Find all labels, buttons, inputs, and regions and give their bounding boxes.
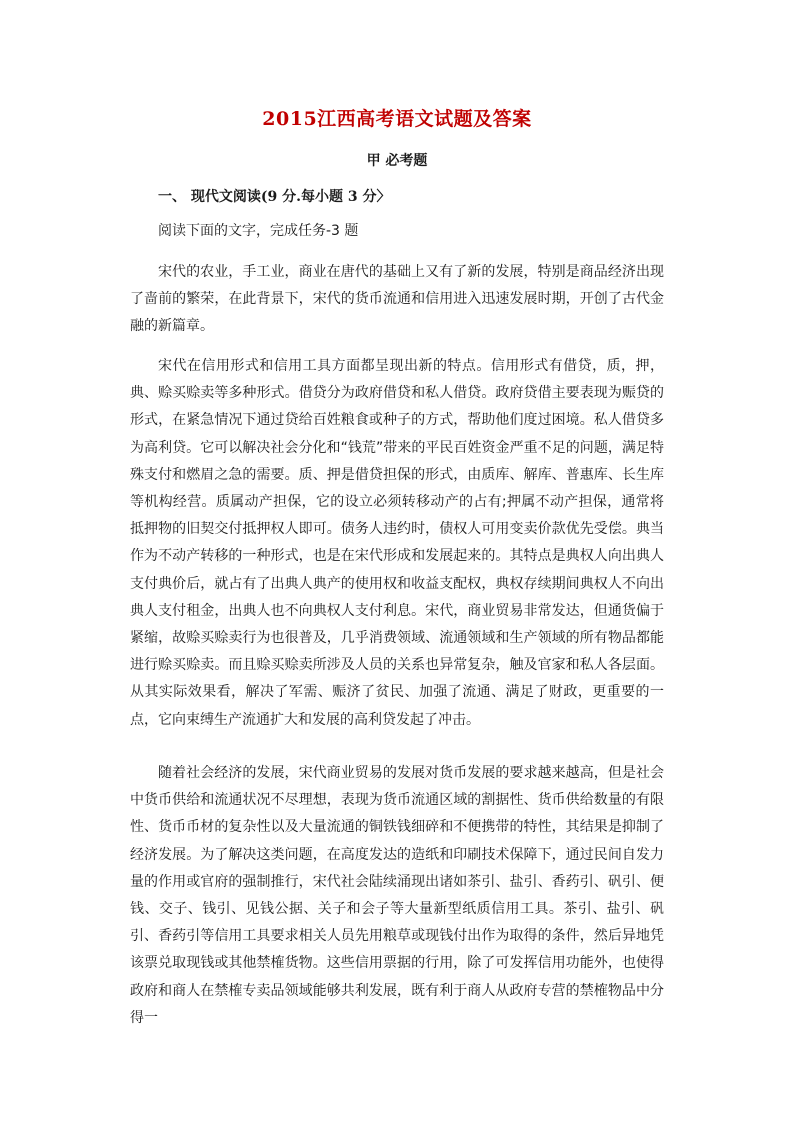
paragraph-1: 宋代的农业，手工业，商业在唐代的基础上又有了新的发展，特别是商品经济出现了啬前的繁荣，在此背景下，宋代的货币流通和信用进入迅速发展时期，开创了古代金融的新篇章。 (130, 264, 664, 335)
paragraph-2: 宋代在信用形式和信用工具方面都呈现出新的特点。信用形式有借贷，质，押，典、赊买赊卖等多种形式。借贷分为政府借贷和私人借贷。政府贷借主要表现为赈贷的形式，在紧急情况下通过贷给百姓粮食或种子的方式，帮助他们度过困境。私人借贷多为高利贷。它可以解决社会分化和“钱荒”带来的平民百姓资金严重不足的问题，满足特殊支付和燃眉之急的需要。质、押是借贷担保的形式，由质库、解库、普惠库、长生库等机构经营。质属动产担保，它的设立必须转移动产的占有;押属不动产担保，通常将抵押物的旧契交付抵押权人即可。债务人违约时，债权人可用变卖价款优先受偿。典当作为不动产转移的一种形式，也是在宋代形成和发展起来的。其特点是典权人向出典人支付典价后，就占有了出典人典产的使用权和收益支配权，典权存续期间典权人不向出典人支付租金，出典人也不向典权人支付利息。宋代，商业贸易非常发达，但通货偏于紧缩，故赊买赊卖行为也很普及，几乎消费领域、流通领域和生产领域的所有物品都能进行赊买赊卖。而且赊买赊卖所涉及人员的关系也异常复杂，触及官家和私人各层面。从其实际效果看，解决了军需、赈济了贫民、加强了流通、满足了财政，更重要的一点，它向束缚生产流通扩大和发展的高利贷发起了冲击。 (130, 358, 664, 728)
document-title: 2015江西高考语文试题及答案 (262, 108, 532, 130)
section-title: 甲 必考题 (366, 153, 428, 169)
question-heading: 一、 现代文阅读(9 分.每小题 3 分〉 (158, 189, 391, 205)
paragraph-3: 随着社会经济的发展，宋代商业贸易的发展对货币发展的要求越来越高，但是社会中货币供给和流通状况不尽理想，表现为货币流通区域的割据性、货币供给数量的有限性、货币币材的复杂性以及大量流通的铜铁钱细碎和不便携带的特性，其结果是抑制了经济发展。为了解决这类问题，在高度发达的造纸和印刷技术保障下，通过民间自发力量的作用或官府的强制推行，宋代社会陆续涌现出诸如茶引、盐引、香药引、矾引、便钱、交子、钱引、见钱公据、关子和会子等大量新型纸质信用工具。茶引、盐引、矾引、香药引等信用工具要求相关人员先用粮草或现钱付出作为取得的条件，然后异地凭该票兑取现钱或其他禁榷货物。这些信用票据的行用，除了可发挥信用功能外，也使得政府和商人在禁榷专卖品领域能够共利发展，既有利于商人从政府专营的禁榷物品中分得一 (130, 765, 664, 1026)
instruction-text: 阅读下面的文字，完成任务-3 题 (158, 223, 359, 239)
